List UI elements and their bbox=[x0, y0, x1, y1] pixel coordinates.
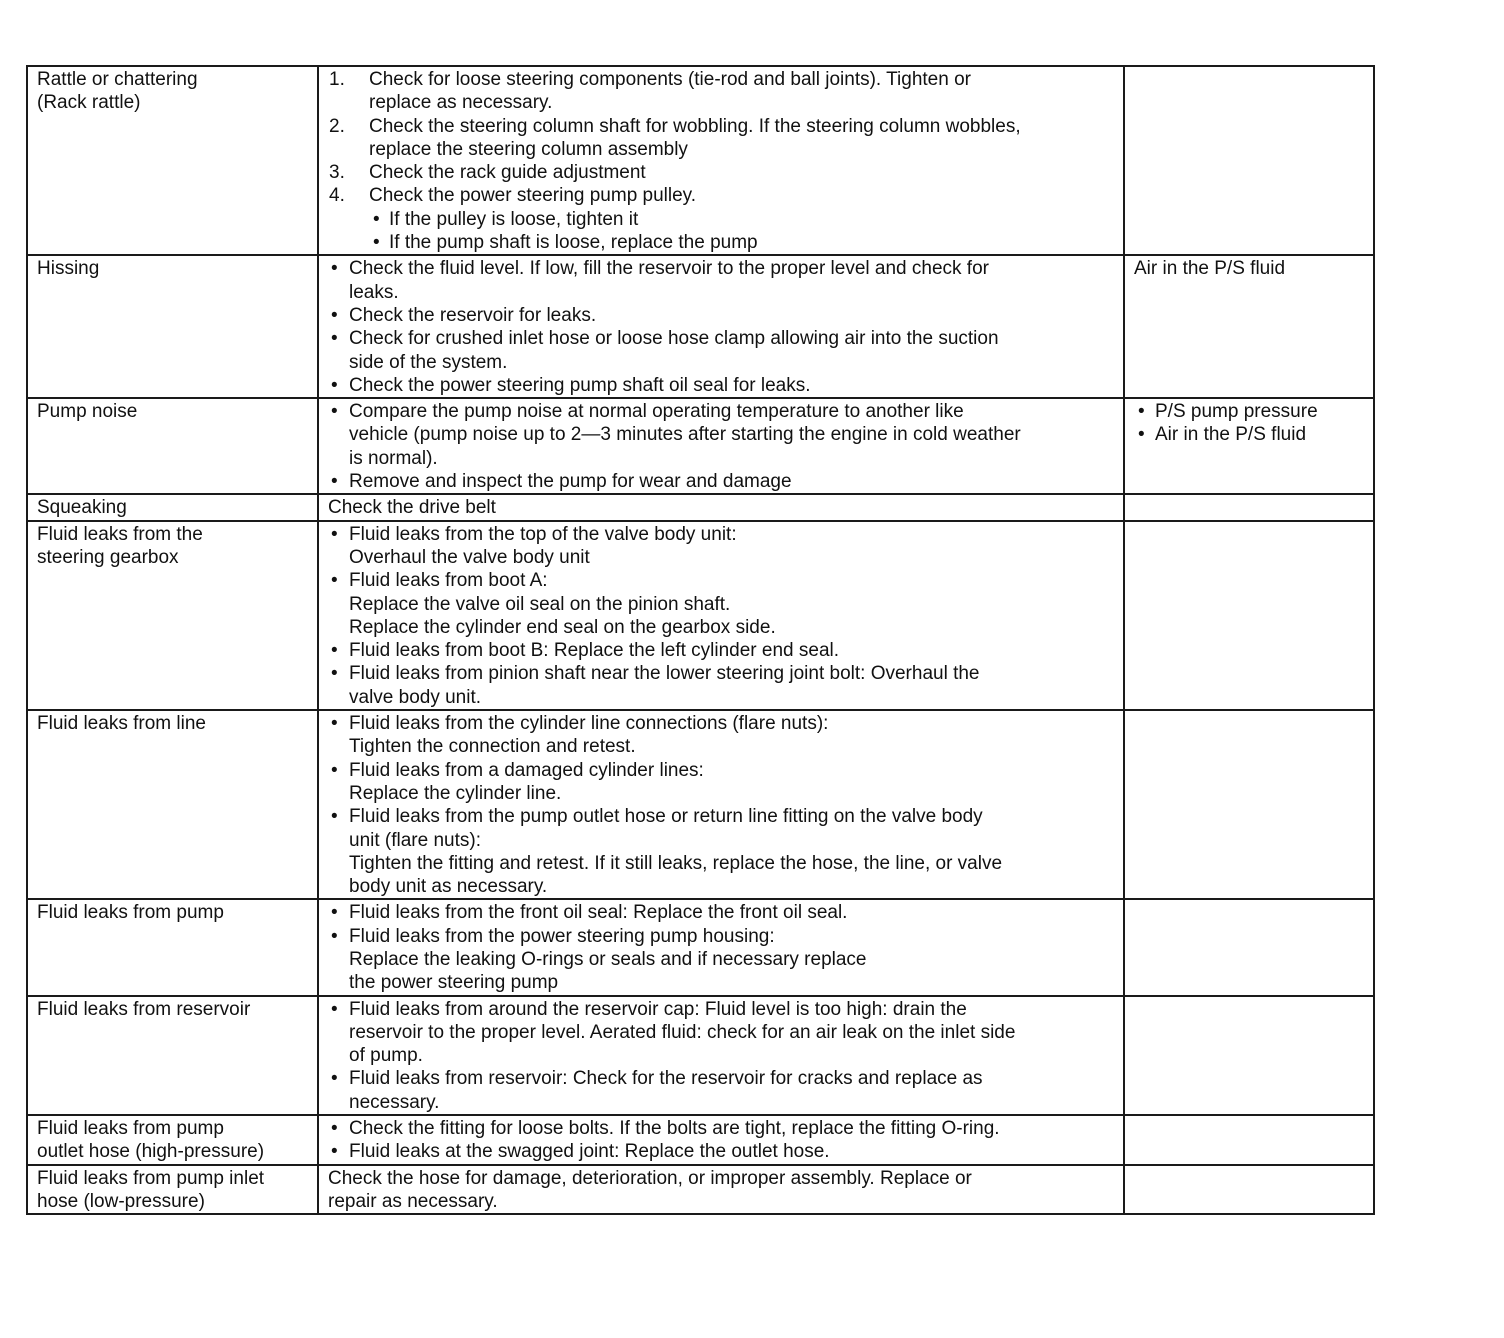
text-line: Remove and inspect the pump for wear and damage bbox=[349, 471, 792, 493]
text-line: Fluid leaks from the top of the valve body unit: bbox=[349, 523, 737, 545]
symptom-cell bbox=[27, 66, 318, 255]
text-line: Check for crushed inlet hose or loose hose clamp allowing air into the suction bbox=[349, 328, 999, 350]
text-line: Fluid leaks at the swagged joint: Replace the outlet hose. bbox=[349, 1141, 830, 1163]
action-cell bbox=[318, 494, 1124, 520]
text-line: reservoir to the proper level. Aerated fluid: check for an air leak on the inlet side bbox=[349, 1021, 1016, 1043]
text-line: Check the rack guide adjustment bbox=[369, 162, 646, 184]
bullet-icon: • bbox=[331, 258, 338, 280]
text-line: Fluid leaks from around the reservoir cap: Fluid level is too high: drain the bbox=[349, 998, 967, 1020]
table-row bbox=[27, 398, 1374, 494]
bullet-item bbox=[328, 569, 1115, 639]
bullet-item bbox=[328, 639, 1115, 662]
bullet-item bbox=[328, 925, 1115, 995]
bullet-icon: • bbox=[331, 663, 338, 685]
symptom-cell bbox=[27, 710, 318, 899]
bullet-item bbox=[328, 1117, 1115, 1140]
symptom-cell bbox=[27, 494, 318, 520]
text-line: steering gearbox bbox=[37, 546, 179, 568]
text-line: Squeaking bbox=[37, 497, 127, 519]
text-line: Fluid leaks from the pump outlet hose or return line fitting on the valve body bbox=[349, 806, 983, 828]
bullet-item bbox=[328, 662, 1115, 709]
text-line: Tighten the connection and retest. bbox=[349, 736, 636, 758]
symptom-cell bbox=[27, 1165, 318, 1215]
bullet-icon: • bbox=[331, 902, 338, 924]
text-line: Fluid leaks from reservoir: Check for the reservoir for cracks and replace as bbox=[349, 1068, 983, 1090]
text-line: Fluid leaks from pump inlet bbox=[37, 1167, 265, 1189]
text-line: Check for loose steering components (tie-rod and ball joints). Tighten or bbox=[369, 69, 971, 90]
symptom-cell bbox=[27, 255, 318, 398]
bullet-item bbox=[328, 470, 1115, 493]
action-cell bbox=[318, 1165, 1124, 1215]
text-line: Fluid leaks from boot B: Replace the left cylinder end seal. bbox=[349, 640, 840, 662]
text-line: If the pump shaft is loose, replace the pump bbox=[389, 232, 758, 254]
text-line: outlet hose (high-pressure) bbox=[37, 1141, 265, 1163]
bullet-item bbox=[328, 805, 1115, 898]
text-line: P/S pump pressure bbox=[1155, 401, 1318, 423]
bullet-item bbox=[328, 759, 1115, 806]
bullet-list bbox=[328, 1117, 1115, 1164]
text-line: Fluid leaks from pump bbox=[37, 902, 224, 924]
text-line: If the pulley is loose, tighten it bbox=[389, 208, 639, 230]
action-cell bbox=[318, 255, 1124, 398]
text-line: Tighten the fitting and retest. If it still leaks, replace the hose, the line, or valve bbox=[349, 852, 1003, 874]
text-line: Fluid leaks from the cylinder line connections (flare nuts): bbox=[349, 713, 829, 735]
note-bullet-item bbox=[1134, 400, 1365, 423]
related-cell bbox=[1124, 255, 1374, 398]
text-line: Check the drive belt bbox=[328, 497, 496, 519]
bullet-item bbox=[328, 304, 1115, 327]
table-row bbox=[27, 899, 1374, 995]
text-line: of pump. bbox=[349, 1045, 423, 1067]
bullet-item bbox=[328, 400, 1115, 470]
bullet-item bbox=[328, 998, 1115, 1068]
text-line: Fluid leaks from reservoir bbox=[37, 998, 251, 1020]
text-line: Hissing bbox=[37, 258, 100, 280]
bullet-item bbox=[328, 901, 1115, 924]
action-cell bbox=[318, 66, 1124, 255]
text-line: Fluid leaks from pinion shaft near the lower steering joint bolt: Overhaul the bbox=[349, 663, 980, 685]
text-line: Replace the valve oil seal on the pinion shaft. bbox=[349, 593, 731, 615]
symptom-cell bbox=[27, 398, 318, 494]
text-line: Fluid leaks from the front oil seal: Replace the front oil seal. bbox=[349, 902, 848, 924]
bullet-item bbox=[328, 327, 1115, 374]
action-cell bbox=[318, 996, 1124, 1115]
related-cell bbox=[1124, 398, 1374, 494]
note-bullets bbox=[1134, 400, 1365, 447]
sub-bullet-item bbox=[369, 231, 1115, 254]
text-line: Fluid leaks from pump bbox=[37, 1118, 224, 1140]
related-cell bbox=[1124, 1165, 1374, 1215]
bullet-icon: • bbox=[331, 806, 338, 828]
text-line: Air in the P/S fluid bbox=[1155, 424, 1307, 446]
step-number: 1. bbox=[329, 69, 345, 90]
text-line: Replace the leaking O-rings or seals and if necessary replace bbox=[349, 948, 867, 970]
troubleshooting-table bbox=[26, 65, 1375, 1215]
bullet-icon: • bbox=[331, 570, 338, 592]
table-row bbox=[27, 996, 1374, 1115]
action-cell bbox=[318, 1115, 1124, 1165]
step-number: 3. bbox=[329, 162, 345, 184]
text-line: Check the hose for damage, deterioration, or improper assembly. Replace or bbox=[328, 1167, 972, 1189]
text-line: Pump noise bbox=[37, 401, 138, 423]
action-cell bbox=[318, 521, 1124, 710]
bullet-icon: • bbox=[331, 925, 338, 947]
text-line: Fluid leaks from a damaged cylinder lines: bbox=[349, 759, 704, 781]
bullet-icon: • bbox=[331, 328, 338, 350]
table-row bbox=[27, 494, 1374, 520]
text-line: vehicle (pump noise up to 2—3 minutes after starting the engine in cold weather bbox=[349, 424, 1021, 446]
bullet-list bbox=[328, 257, 1115, 397]
text-line: valve body unit. bbox=[349, 686, 482, 708]
text-line: Rattle or chattering bbox=[37, 69, 198, 90]
bullet-icon: • bbox=[331, 401, 338, 423]
bullet-icon: • bbox=[331, 759, 338, 781]
text-line: Check the reservoir for leaks. bbox=[349, 304, 597, 326]
action-cell bbox=[318, 899, 1124, 995]
bullet-icon: • bbox=[331, 640, 338, 662]
bullet-icon: • bbox=[331, 1118, 338, 1140]
text-line: the power steering pump bbox=[349, 972, 559, 994]
text-line: Compare the pump noise at normal operating temperature to another like bbox=[349, 401, 964, 423]
symptom-cell bbox=[27, 1115, 318, 1165]
bullet-item bbox=[328, 374, 1115, 397]
text-line: is normal). bbox=[349, 447, 438, 469]
text-line: necessary. bbox=[349, 1091, 440, 1113]
bullet-item bbox=[328, 1140, 1115, 1163]
text-line: Replace the cylinder end seal on the gearbox side. bbox=[349, 616, 776, 638]
related-cell bbox=[1124, 66, 1374, 255]
related-cell bbox=[1124, 1115, 1374, 1165]
text-line: replace as necessary. bbox=[369, 92, 553, 114]
table-body bbox=[27, 66, 1374, 1214]
table-row bbox=[27, 255, 1374, 398]
table-row bbox=[27, 66, 1374, 255]
bullet-list bbox=[328, 400, 1115, 493]
bullet-icon: • bbox=[1138, 401, 1145, 423]
text-line: Fluid leaks from the bbox=[37, 523, 203, 545]
related-cell bbox=[1124, 494, 1374, 520]
bullet-icon: • bbox=[331, 998, 338, 1020]
text-line: Air in the P/S fluid bbox=[1134, 258, 1286, 280]
note-bullet-item bbox=[1134, 423, 1365, 446]
bullet-icon: • bbox=[331, 523, 338, 545]
text-line: Check the fluid level. If low, fill the reservoir to the proper level and check for bbox=[349, 258, 989, 280]
step-number: 2. bbox=[329, 115, 345, 137]
text-line: repair as necessary. bbox=[328, 1190, 498, 1212]
text-line: Check the power steering pump pulley. bbox=[369, 185, 697, 207]
bullet-list bbox=[328, 523, 1115, 709]
bullet-list bbox=[328, 712, 1115, 898]
bullet-icon: • bbox=[373, 232, 380, 254]
bullet-list bbox=[328, 901, 1115, 994]
bullet-icon: • bbox=[331, 471, 338, 493]
step-item bbox=[328, 184, 1115, 254]
text-line: Fluid leaks from boot A: bbox=[349, 570, 548, 592]
symptom-cell bbox=[27, 899, 318, 995]
step-item bbox=[328, 115, 1115, 162]
step-number: 4. bbox=[329, 185, 345, 207]
bullet-icon: • bbox=[331, 1068, 338, 1090]
text-line: Fluid leaks from the power steering pump housing: bbox=[349, 925, 775, 947]
text-line: Replace the cylinder line. bbox=[349, 782, 562, 804]
text-line: leaks. bbox=[349, 281, 399, 303]
related-cell bbox=[1124, 899, 1374, 995]
action-cell bbox=[318, 398, 1124, 494]
sub-bullets bbox=[369, 208, 1115, 255]
bullet-icon: • bbox=[331, 304, 338, 326]
text-line: (Rack rattle) bbox=[37, 92, 141, 114]
text-line: Overhaul the valve body unit bbox=[349, 546, 590, 568]
action-cell bbox=[318, 710, 1124, 899]
bullet-item bbox=[328, 257, 1115, 304]
bullet-item bbox=[328, 1067, 1115, 1114]
text-line: replace the steering column assembly bbox=[369, 138, 688, 160]
bullet-icon: • bbox=[331, 713, 338, 735]
table-row bbox=[27, 1165, 1374, 1215]
text-line: Check the fitting for loose bolts. If the bolts are tight, replace the fitting O-ring. bbox=[349, 1118, 1000, 1140]
bullet-item bbox=[328, 712, 1115, 759]
symptom-cell bbox=[27, 521, 318, 710]
bullet-icon: • bbox=[373, 208, 380, 230]
bullet-icon: • bbox=[1138, 424, 1145, 446]
table-row bbox=[27, 1115, 1374, 1165]
bullet-icon: • bbox=[331, 1141, 338, 1163]
bullet-icon: • bbox=[331, 374, 338, 396]
symptom-cell bbox=[27, 996, 318, 1115]
text-line: Fluid leaks from line bbox=[37, 713, 206, 735]
bullet-list bbox=[328, 998, 1115, 1114]
related-cell bbox=[1124, 521, 1374, 710]
text-line: side of the system. bbox=[349, 351, 508, 373]
text-line: Check the steering column shaft for wobbling. If the steering column wobbles, bbox=[369, 115, 1021, 137]
text-line: body unit as necessary. bbox=[349, 876, 548, 898]
bullet-item bbox=[328, 523, 1115, 570]
table-row bbox=[27, 521, 1374, 710]
text-line: Check the power steering pump shaft oil seal for leaks. bbox=[349, 374, 811, 396]
text-line: unit (flare nuts): bbox=[349, 829, 481, 851]
sub-bullet-item bbox=[369, 208, 1115, 231]
related-cell bbox=[1124, 996, 1374, 1115]
step-item bbox=[328, 68, 1115, 115]
table-row bbox=[27, 710, 1374, 899]
numbered-steps bbox=[328, 68, 1115, 254]
step-item bbox=[328, 161, 1115, 184]
related-cell bbox=[1124, 710, 1374, 899]
text-line: hose (low-pressure) bbox=[37, 1190, 205, 1212]
